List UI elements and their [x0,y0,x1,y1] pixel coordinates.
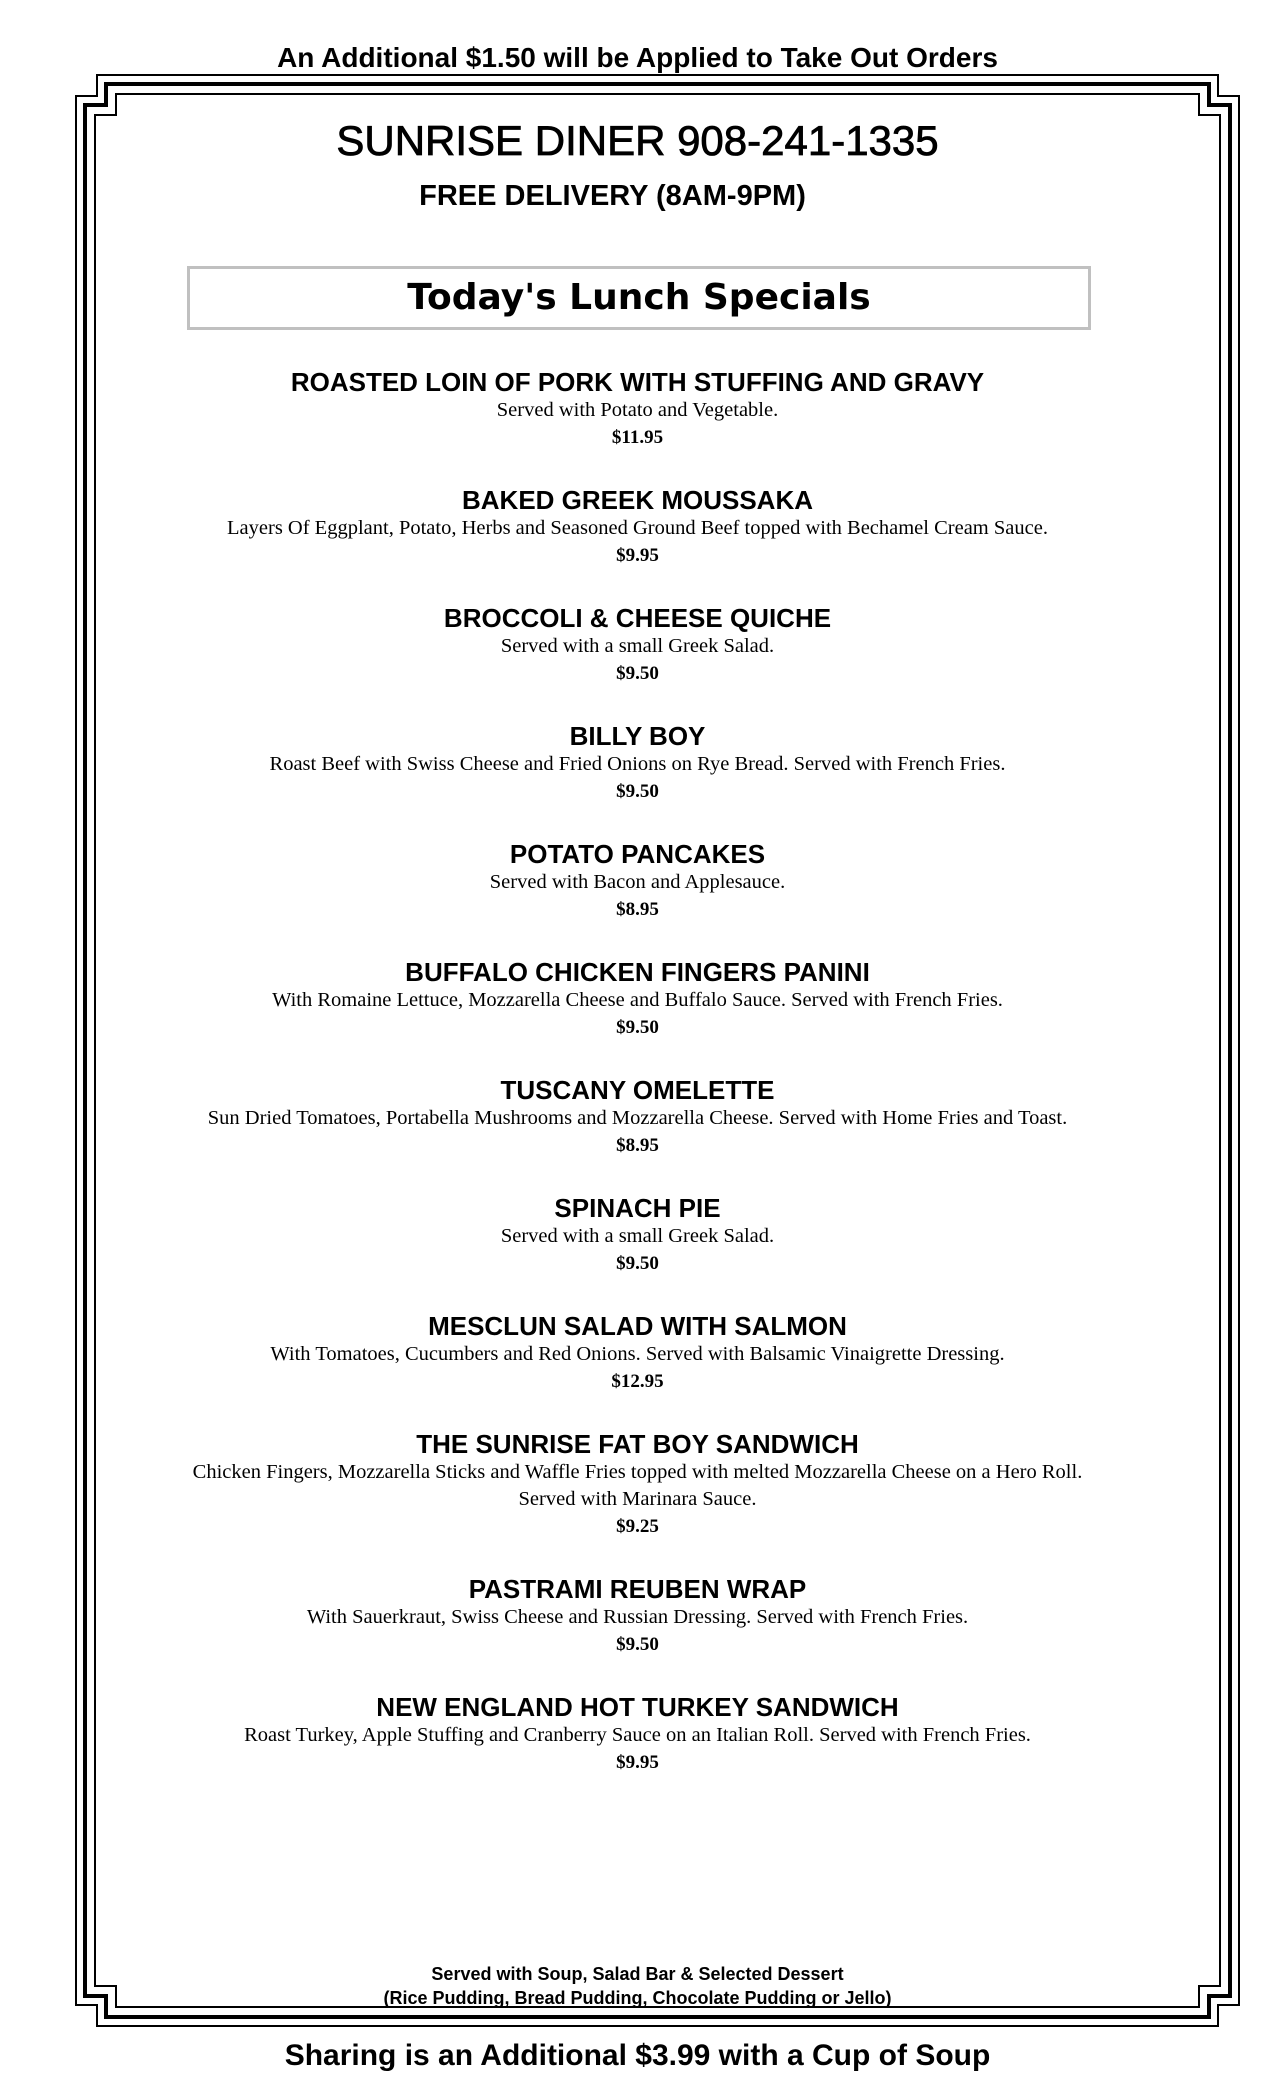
item-description: Roast Turkey, Apple Stuffing and Cranberry Sauce on an Italian Roll. Served with French Fries. [244,1724,1031,1746]
item-price: $8.95 [616,899,659,920]
item-description: Layers Of Eggplant, Potato, Herbs and Seasoned Ground Beef topped with Bechamel Cream Sauce. [227,517,1048,539]
item-name: ROASTED LOIN OF PORK WITH STUFFING AND GRAVY [290,367,985,397]
item-name: PASTRAMI REUBEN WRAP [468,1574,807,1604]
menu-item [193,721,1083,805]
item-name: BILLY BOY [569,721,706,751]
item-price: $12.95 [611,1371,664,1392]
item-description: Served with Potato and Vegetable. [496,399,779,421]
item-name: NEW ENGLAND HOT TURKEY SANDWICH [376,1692,899,1722]
item-description: Served with a small Greek Salad. [500,635,775,657]
item-name: BROCCOLI & CHEESE QUICHE [443,603,832,633]
takeout-notice: An Additional $1.50 will be Applied to Take Out Orders [277,42,998,73]
item-name: THE SUNRISE FAT BOY SANDWICH [416,1429,859,1459]
item-price: $9.25 [616,1516,659,1537]
section-title: Today's Lunch Specials [407,277,871,318]
item-description: With Sauerkraut, Swiss Cheese and Russian Dressing. Served with French Fries. [306,1606,969,1628]
item-name: BAKED GREEK MOUSSAKA [461,485,814,515]
menu-item [193,485,1083,569]
menu-item [193,1075,1083,1159]
menu-item [193,1193,1083,1277]
item-price: $8.95 [616,1135,659,1156]
included-note: Served with Soup, Salad Bar & Selected Dessert [431,1964,844,1984]
item-price: $9.50 [616,663,659,684]
item-description: With Tomatoes, Cucumbers and Red Onions. Served with Balsamic Vinaigrette Dressing. [270,1343,1005,1365]
menu-item [193,839,1083,923]
menu-item [193,1429,1083,1540]
menu-item [193,1692,1083,1776]
item-name: BUFFALO CHICKEN FINGERS PANINI [405,957,870,987]
menu-items [0,367,1275,1810]
item-price: $9.50 [616,1634,659,1655]
item-description: With Romaine Lettuce, Mozzarella Cheese and Buffalo Sauce. Served with French Fries. [272,989,1003,1011]
item-description: Served with a small Greek Salad. [500,1225,775,1247]
item-description: Sun Dried Tomatoes, Portabella Mushrooms and Mozzarella Cheese. Served with Home Fries and Toast. [207,1107,1068,1129]
menu-item [193,957,1083,1041]
delivery-info: FREE DELIVERY (8AM-9PM) [419,180,806,212]
item-name: MESCLUN SALAD WITH SALMON [428,1311,847,1341]
menu-item [193,603,1083,687]
item-price: $9.95 [616,1752,659,1773]
menu-item [193,1311,1083,1395]
item-description: Roast Beef with Swiss Cheese and Fried Onions on Rye Bread. Served with French Fries. [269,753,1006,775]
item-price: $9.50 [616,781,659,802]
item-name: POTATO PANCAKES [509,839,766,869]
dessert-options: (Rice Pudding, Bread Pudding, Chocolate Pudding or Jello) [383,1988,892,2008]
item-description: Served with Bacon and Applesauce. [489,871,786,893]
item-price: $11.95 [611,427,664,448]
item-price: $9.50 [616,1253,659,1274]
item-name: SPINACH PIE [554,1193,721,1223]
item-price: $9.50 [616,1017,659,1038]
item-price: $9.95 [616,545,659,566]
sharing-note: Sharing is an Additional $3.99 with a Cup of Soup [284,2039,991,2072]
menu-item [193,367,1083,451]
page-title: SUNRISE DINER 908-241-1335 [336,117,939,164]
section-title-box [187,266,1091,330]
item-description: Chicken Fingers, Mozzarella Sticks and Waffle Fries topped with melted Mozzarella Cheese on a Hero Roll. Served with Marinara Sauce. [192,1461,1083,1510]
menu-item [193,1574,1083,1658]
item-name: TUSCANY OMELETTE [500,1075,775,1105]
